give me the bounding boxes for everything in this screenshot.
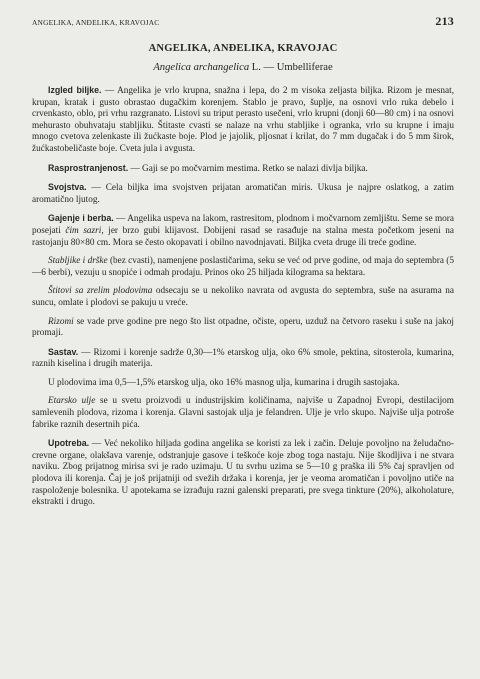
paragraph-text: — Angelika je vrlo krupna, snažna i lepa, do 2 m visoka zeljasta biljka. Rizom je mesnat, krupan, kratak i gusto obrastao dugačkim korenjem. Stablo je pravo, šuplje, na osnovi vrlo ruka debelo i crvenkasto, oblo, pri vrhu razgranato. Listovi su triput perasto usečeni, vrlo krupni (donji 60—80 cm) i na osnovi mehurasto obuhvataju stabljiku. Štitaste cvasti se nalaze na vrhu stabljike i ogranka, vrlo su krupne i imaju mnogo cvetova zelenkaste ili žućkaste boje. Plod je jajolik, pljosnat i krilat, do 7 mm dugačak i do 5 mm širok, žućkastobeličaste boje. Cveta jula i avgusta. — [32, 86, 455, 154]
italic-phrase: Stabljike i drške — [48, 256, 108, 267]
paragraph-text: — Gaji se po močvarnim mestima. Retko se nalazi divlja biljka. — [128, 163, 368, 174]
section-heading: Gajenje i berba. — [48, 213, 114, 224]
section-heading: Svojstva. — [48, 182, 87, 193]
paragraph-izgled — [32, 85, 454, 156]
paragraph-text: — Već nekoliko hiljada godina angelika se koristi za lek i začin. Deluje povoljno na želudačno-crevne organe, olakšava varenje, odstranjuje gasove i teškoće koje zbog toga nastaju. Nije škodljiva i ne stvara naviku. Zbog prijatnog mirisa svi je rado uzimaju. U tu svrhu uzima se 5—10 g praška ili 5% čaj spravljen od plodova ili korenja. Čaj je još prijatniji od svežih držaka i korenja, jer je veoma aromatičan i povoljno utiče na raspoloženje bolesnika. U apotekama se izrađuju razni galenski preparati, pre svega tinkture (20%), alkoholature, ekstrakti i drugo. — [32, 439, 454, 508]
paragraph-plodovi — [32, 378, 454, 390]
page-number: 213 — [435, 14, 454, 28]
paragraph-text: U plodovima ima 0,5—1,5% etarskog ulja, oko 16% masnog ulja, kumarina i drugih sastojaka. — [48, 377, 400, 388]
paragraph-rasprostranjenost — [32, 163, 454, 176]
paragraph-text: odsecaju se u nekoliko navrata od avgusta do septembra, suše na asurama na suncu, omlate i plodovi se pakuju u vreće. — [32, 286, 454, 308]
paragraph-text: — Cela biljka ima svojstven prijatan aromatičan miris. Ukusa je najpre oslatkog, a zatim aromatično ljutog. — [32, 183, 454, 205]
section-heading: Izgled biljke. — [48, 85, 102, 95]
section-heading: Rasprostranjenost. — [48, 162, 129, 173]
paragraph-text: — Angelika uspeva na lakom, rastresitom, plodnom i močvarnom zemljištu. Seme se mora posejati — [32, 214, 454, 236]
family-name: L. — Umbelliferae — [249, 62, 333, 73]
paragraph-rizomi — [32, 317, 454, 340]
italic-phrase: čim sazri — [65, 225, 102, 236]
paragraph-upotreba — [32, 438, 454, 509]
paragraph-text: se vade prve godine pre nego što list otpadne, očiste, operu, uzduž na četvoro raseku i suše na jakoj promaji. — [32, 316, 454, 339]
paragraph-text: , jer brzo gubi klijavost. Dobijeni rasad se rasađuje na stalna mesta početkom jeseni na rastojanju 80×80 cm. Mora se često okopavati i obilno navodnjavati. Biljka cveta druge ili treće godine. — [32, 225, 454, 248]
paragraph-text: se u svetu proizvodi u industrijskim količinama, najviše u Zapadnoj Evropi, destilacijom samlevenih plodova, rizoma i korenja. Glavni sastojak ulja je felandren. Ulje je vrlo skupo. Najviše ulja potroše fabrike raznih desertnih pića. — [32, 396, 454, 430]
paragraph-sastav — [32, 347, 454, 371]
latin-name: Angelica archangelica — [153, 62, 250, 73]
paragraph-text: (bez cvasti), namenjene poslastičarima, seku se već od prve godine, od maja do septembra (5—6 berbi), vezuju u snopiće i odmah prodaju. Prinos oko 25 hiljada kilograma sa hektara. — [32, 256, 454, 278]
italic-phrase: Rizomi — [48, 316, 74, 327]
article-title: ANGELIKA, ANĐELIKA, KRAVOJAC — [148, 43, 338, 54]
paragraph-gajenje — [32, 213, 454, 249]
paragraph-stitovi — [32, 286, 454, 309]
paragraph-text: — Rizomi i korenje sadrže 0,30—1% etarskog ulja, oko 6% smole, pektina, sitosterola, kumarina, raznih kiselina i drugih materija. — [32, 347, 454, 370]
paragraph-stabljike — [32, 256, 454, 279]
article-subtitle — [32, 62, 454, 73]
paragraph-etarsko-ulje — [32, 396, 454, 431]
italic-phrase: Etarsko ulje — [48, 396, 96, 407]
italic-phrase: Štitovi sa zrelim plodovima — [48, 286, 153, 297]
running-head — [32, 14, 454, 29]
section-heading: Sastav. — [48, 346, 79, 357]
running-head-title: ANGELIKA, ANĐELIKA, KRAVOJAC — [32, 18, 160, 27]
paragraph-svojstva — [32, 182, 454, 206]
section-heading: Upotreba. — [48, 438, 90, 449]
